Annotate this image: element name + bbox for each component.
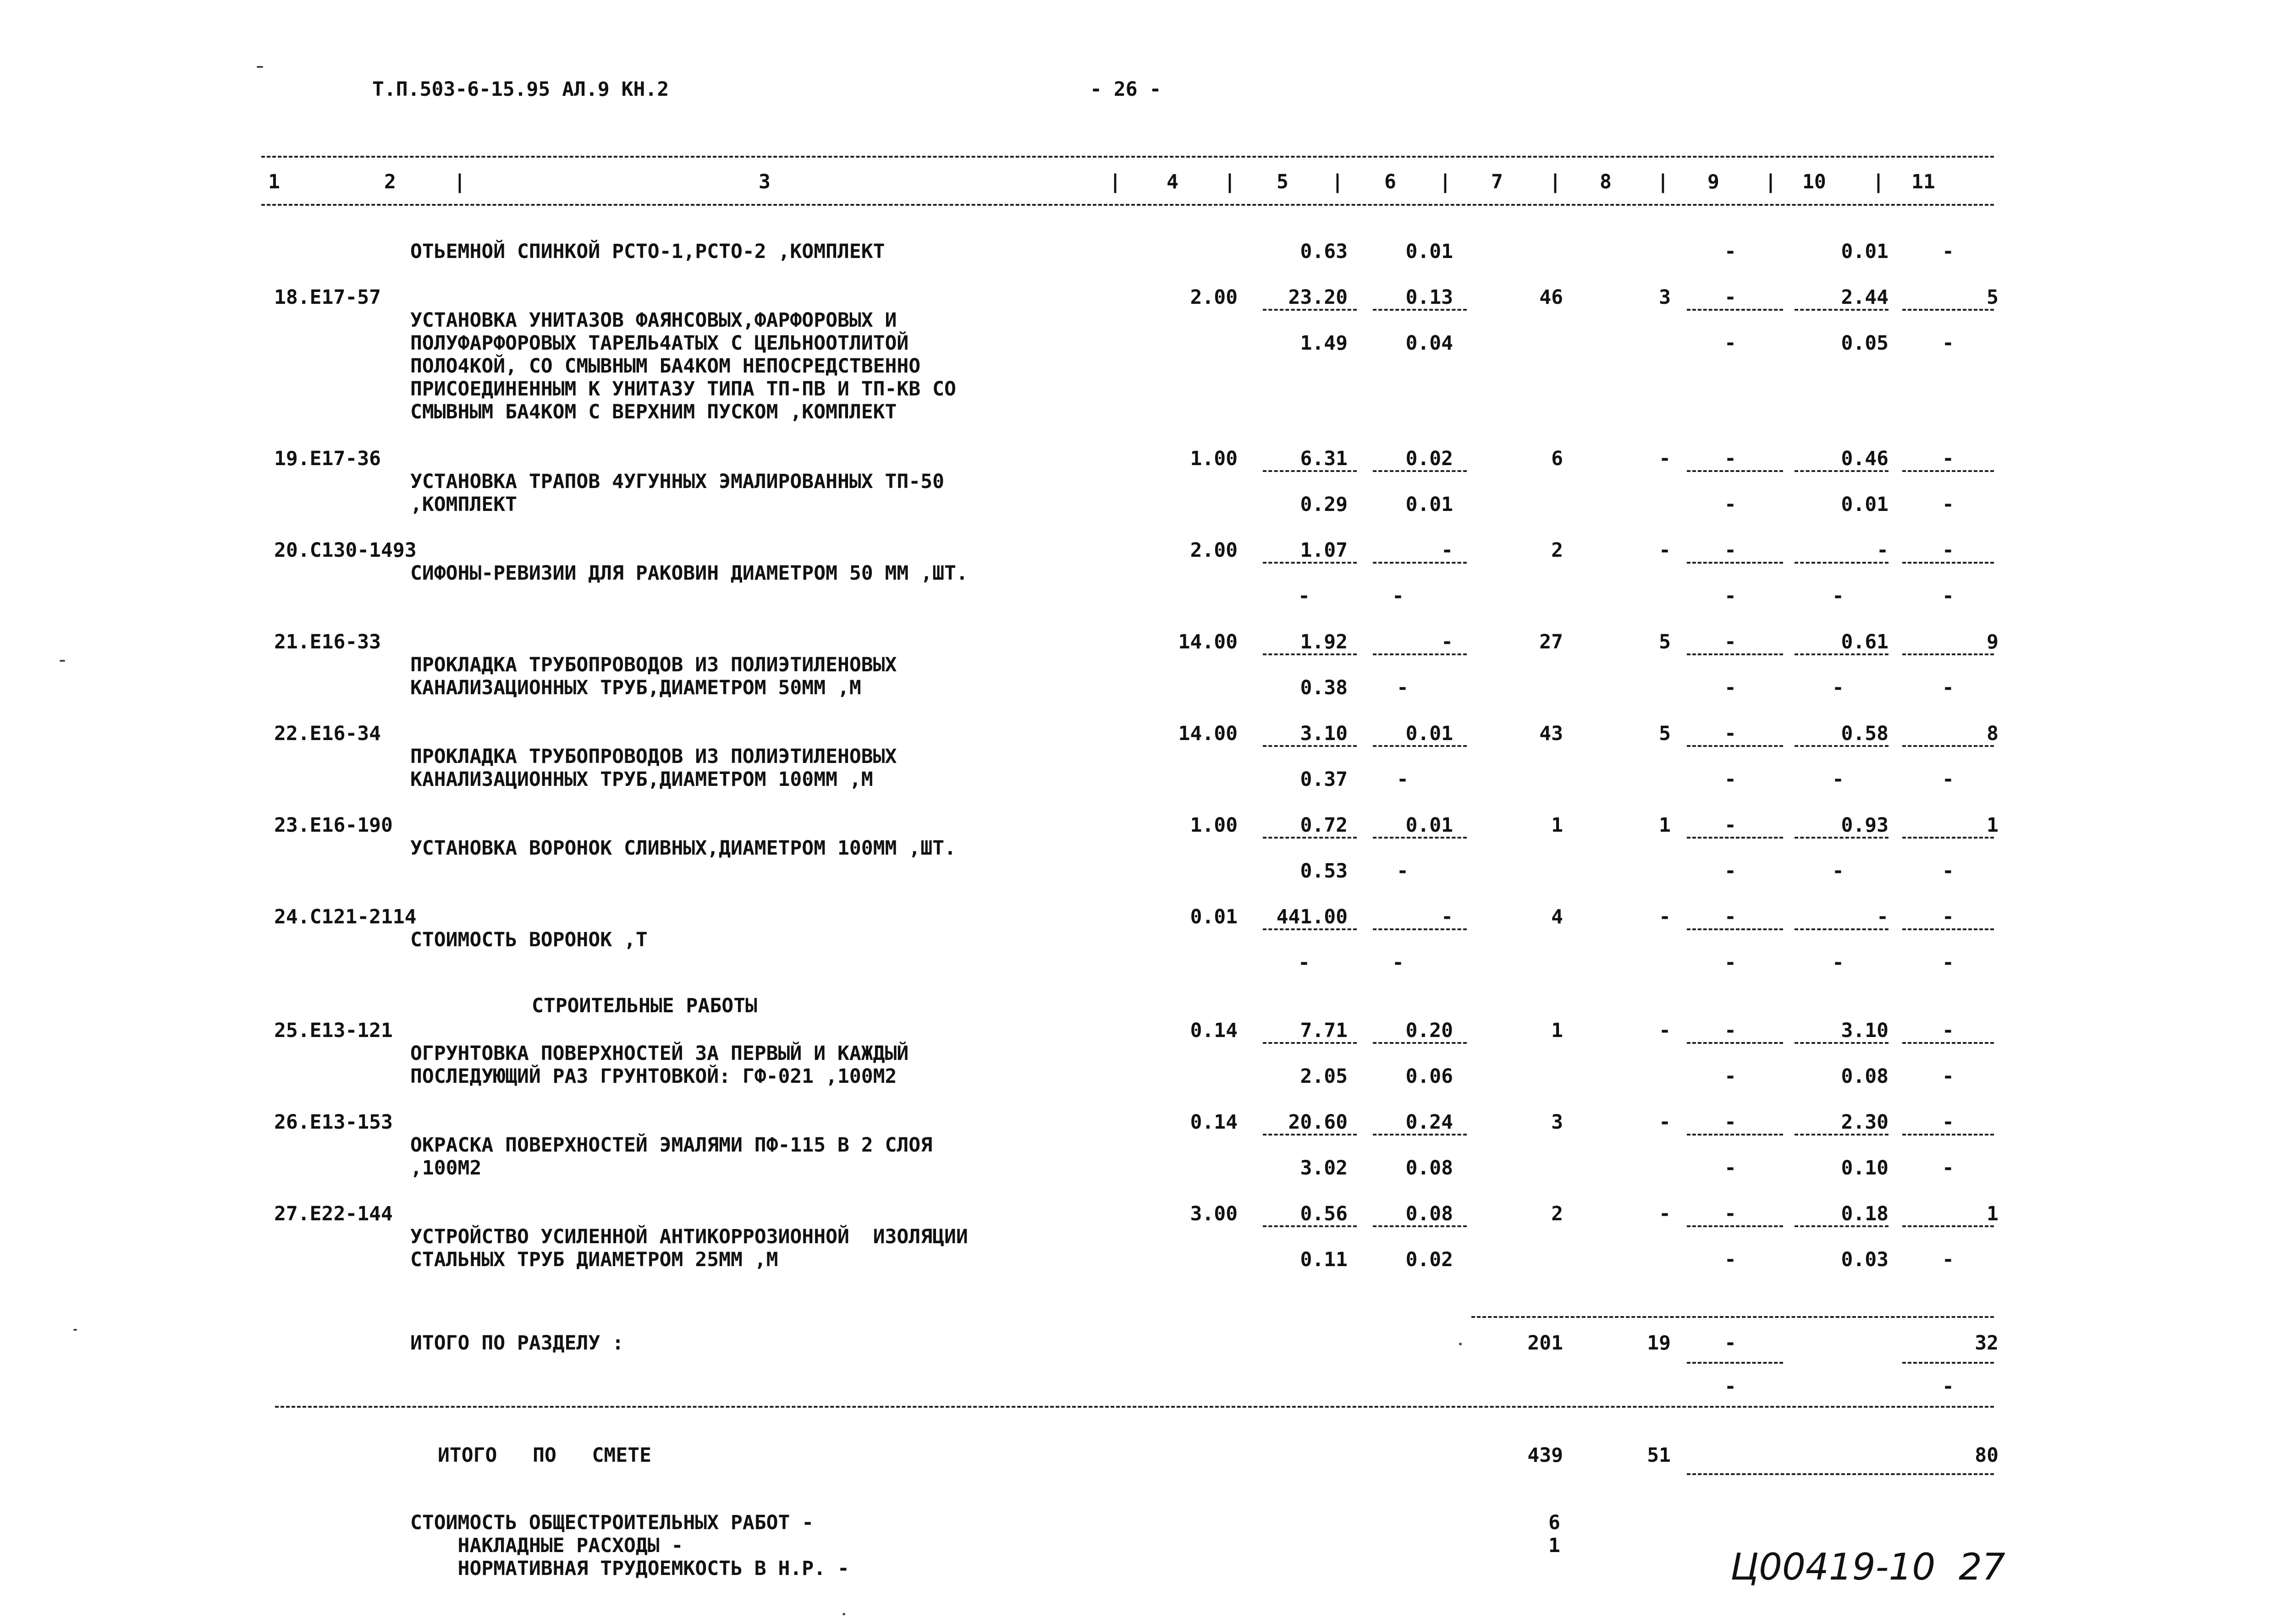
cell-secondary-col9: -: [1724, 676, 1736, 699]
work-description: СМЫВНЫМ БА4КОМ С ВЕРХНИМ ПУСКОМ ,КОМПЛЕКТ: [410, 401, 897, 423]
cell-divider: [1902, 309, 1994, 311]
cell-divider: [1902, 562, 1994, 564]
section-total-col7: 201: [1527, 1332, 1563, 1355]
cell-col7: 4: [1551, 905, 1563, 928]
cell-divider: [1263, 745, 1357, 747]
cell-secondary-col10: 0.10: [1841, 1157, 1889, 1180]
cell-secondary-col9: -: [1724, 860, 1736, 883]
cell-divider: [1795, 1225, 1889, 1227]
cell-divider: [1263, 1225, 1357, 1227]
cell-secondary-col6: 0.04: [1405, 332, 1453, 355]
cell-col7: 1: [1551, 814, 1563, 837]
section-end-rule: [275, 1406, 1994, 1408]
cell-col10: -: [1877, 905, 1889, 928]
cell-secondary-col11: -: [1942, 676, 1954, 699]
cell-secondary-col11: -: [1942, 332, 1954, 355]
item-code: 19.Е17-36: [274, 447, 381, 470]
cell-col4: 2.00: [1190, 539, 1238, 562]
scan-speck: [60, 660, 65, 662]
col-separator: |: [1109, 170, 1121, 193]
cell-secondary-col5: 1.49: [1300, 332, 1348, 355]
cell-col9: -: [1724, 240, 1736, 263]
cell-secondary-col9: -: [1724, 332, 1736, 355]
cell-secondary-col6: 0.08: [1405, 1157, 1453, 1180]
section-total-b9: -: [1724, 1375, 1736, 1398]
cell-col7: 1: [1551, 1019, 1563, 1042]
work-description: УСТАНОВКА ВОРОНОК СЛИВНЫХ,ДИАМЕТРОМ 100ММ ,ШТ.: [410, 837, 956, 860]
cell-col11: -: [1942, 1019, 1954, 1042]
cell-secondary-col6: -: [1392, 951, 1404, 974]
col-separator: |: [1872, 170, 1884, 193]
cell-col11: 9: [1987, 631, 1999, 653]
cell-divider: [1263, 928, 1357, 930]
cell-col11: 1: [1987, 814, 1999, 837]
work-description: ,КОМПЛЕКТ: [410, 493, 517, 516]
cell-col6: 0.01: [1405, 722, 1453, 745]
cell-divider: [1373, 562, 1467, 564]
cell-col5: 0.56: [1300, 1202, 1348, 1225]
col-header-10: 10: [1802, 170, 1826, 193]
cell-divider: [1687, 309, 1783, 311]
section-total-subrule: [1687, 1362, 1783, 1364]
cell-col10: 0.01: [1841, 240, 1889, 263]
cell-secondary-col11: -: [1942, 951, 1954, 974]
work-description: ,100М2: [410, 1157, 482, 1180]
page-number: - 26 -: [1090, 78, 1162, 101]
scan-speck: [73, 1329, 77, 1331]
item-code: 20.С130-1493: [274, 539, 417, 562]
cell-secondary-col5: 3.02: [1300, 1157, 1348, 1180]
estimate-total-col11: 80: [1975, 1444, 1999, 1467]
col-separator: |: [1765, 170, 1777, 193]
cell-col11: 1: [1987, 1202, 1999, 1225]
cell-col5: 0.63: [1300, 240, 1348, 263]
cell-divider: [1795, 1042, 1889, 1044]
cell-secondary-col11: -: [1942, 1157, 1954, 1180]
cell-col11: -: [1942, 1111, 1954, 1134]
estimate-total-label: ИТОГО ПО СМЕТЕ: [438, 1444, 651, 1467]
cell-col8: 3: [1659, 286, 1671, 309]
cell-col10: 3.10: [1841, 1019, 1889, 1042]
cell-secondary-col9: -: [1724, 585, 1736, 608]
cell-divider: [1263, 837, 1357, 839]
cell-col4: 14.00: [1178, 722, 1238, 745]
col-separator: |: [1657, 170, 1669, 193]
cell-divider: [1795, 745, 1889, 747]
summary-label: НОРМАТИВНАЯ ТРУДОЕМКОСТЬ В Н.Р. -: [410, 1557, 849, 1580]
item-code: 21.Е16-33: [274, 631, 381, 653]
work-description: КАНАЛИЗАЦИОННЫХ ТРУБ,ДИАМЕТРОМ 50ММ ,М: [410, 676, 861, 699]
cell-secondary-col6: -: [1392, 585, 1404, 608]
work-description: УСТАНОВКА УНИТАЗОВ ФАЯНСОВЫХ,ФАРФОРОВЫХ И: [410, 309, 897, 332]
cell-divider: [1373, 309, 1467, 311]
cell-divider: [1373, 1225, 1467, 1227]
cell-divider: [1687, 562, 1783, 564]
cell-divider: [1263, 309, 1357, 311]
cell-col10: -: [1877, 539, 1889, 562]
cell-divider: [1795, 653, 1889, 655]
item-code: 22.Е16-34: [274, 722, 381, 745]
item-code: 26.Е13-153: [274, 1111, 393, 1134]
cell-col9: -: [1724, 814, 1736, 837]
work-description: ПРОКЛАДКА ТРУБОПРОВОДОВ ИЗ ПОЛИЭТИЛЕНОВЫХ: [410, 653, 897, 676]
section-total-rule: [1471, 1316, 1994, 1318]
handwritten-note: Ц00419-10 27: [1730, 1546, 2005, 1588]
cell-divider: [1373, 928, 1467, 930]
cell-col6: 0.08: [1405, 1202, 1453, 1225]
cell-col10: 0.58: [1841, 722, 1889, 745]
cell-secondary-col11: -: [1942, 1248, 1954, 1271]
cell-col7: 6: [1551, 447, 1563, 470]
section-total-b11: -: [1942, 1375, 1954, 1398]
cell-col4: 2.00: [1190, 286, 1238, 309]
cell-secondary-col5: 0.11: [1300, 1248, 1348, 1271]
cell-col11: -: [1942, 539, 1954, 562]
cell-col8: -: [1659, 905, 1671, 928]
cell-divider: [1373, 745, 1467, 747]
cell-divider: [1373, 653, 1467, 655]
cell-secondary-col5: 0.38: [1300, 676, 1348, 699]
cell-divider: [1902, 928, 1994, 930]
cell-secondary-col10: -: [1832, 768, 1844, 791]
cell-col9: -: [1724, 286, 1736, 309]
cell-col5: 1.07: [1300, 539, 1348, 562]
cell-secondary-col11: -: [1942, 493, 1954, 516]
summary-value: 6: [1548, 1511, 1560, 1534]
work-description: ОКРАСКА ПОВЕРХНОСТЕЙ ЭМАЛЯМИ ПФ-115 В 2 СЛОЯ: [410, 1134, 933, 1157]
cell-secondary-col9: -: [1724, 768, 1736, 791]
cell-divider: [1795, 562, 1889, 564]
cell-col10: 2.30: [1841, 1111, 1889, 1134]
cell-col5: 23.20: [1288, 286, 1348, 309]
cell-secondary-col10: 0.03: [1841, 1248, 1889, 1271]
cell-col5: 3.10: [1300, 722, 1348, 745]
cell-divider: [1687, 1225, 1783, 1227]
cell-secondary-col11: -: [1942, 860, 1954, 883]
work-description: ОГРУНТОВКА ПОВЕРХНОСТЕЙ ЗА ПЕРВЫЙ И КАЖДЫЙ: [410, 1042, 909, 1065]
cell-col6: 0.01: [1405, 240, 1453, 263]
work-description: КАНАЛИЗАЦИОННЫХ ТРУБ,ДИАМЕТРОМ 100ММ ,М: [410, 768, 873, 791]
section-total-subrule: [1902, 1362, 1994, 1364]
cell-secondary-col10: -: [1832, 860, 1844, 883]
work-description: ПРОКЛАДКА ТРУБОПРОВОДОВ ИЗ ПОЛИЭТИЛЕНОВЫХ: [410, 745, 897, 768]
cell-secondary-col9: -: [1724, 1157, 1736, 1180]
summary-label: СТОИМОСТЬ ОБЩЕСТРОИТЕЛЬНЫХ РАБОТ -: [410, 1511, 814, 1534]
summary-value: 1: [1548, 1534, 1560, 1557]
cell-secondary-col5: 0.37: [1300, 768, 1348, 791]
section-total-col8: 19: [1647, 1332, 1671, 1355]
cell-divider: [1263, 470, 1357, 472]
item-code: 25.Е13-121: [274, 1019, 393, 1042]
cell-divider: [1263, 1042, 1357, 1044]
cell-divider: [1902, 1134, 1994, 1136]
cell-divider: [1795, 837, 1889, 839]
cell-col7: 27: [1539, 631, 1563, 653]
cell-secondary-col11: -: [1942, 768, 1954, 791]
cell-col6: -: [1441, 539, 1453, 562]
cell-secondary-col6: -: [1397, 676, 1409, 699]
work-description: СТОИМОСТЬ ВОРОНОК ,Т: [410, 928, 648, 951]
cell-col5: 1.92: [1300, 631, 1348, 653]
cell-divider: [1795, 928, 1889, 930]
cell-secondary-col11: -: [1942, 1065, 1954, 1088]
cell-divider: [1795, 1134, 1889, 1136]
col-separator: |: [1332, 170, 1343, 193]
cell-secondary-col9: -: [1724, 1065, 1736, 1088]
cell-col8: -: [1659, 447, 1671, 470]
cell-col5: 7.71: [1300, 1019, 1348, 1042]
cell-secondary-col5: 0.53: [1300, 860, 1348, 883]
col-header-3: 3: [759, 170, 771, 193]
cell-secondary-col10: 0.01: [1841, 493, 1889, 516]
document-reference: Т.П.503-6-15.95 АЛ.9 КН.2: [372, 78, 669, 101]
cell-secondary-col11: -: [1942, 585, 1954, 608]
cell-col8: 5: [1659, 631, 1671, 653]
section-total-label: ИТОГО ПО РАЗДЕЛУ :: [410, 1332, 624, 1355]
cell-col4: 3.00: [1190, 1202, 1238, 1225]
cell-divider: [1373, 1042, 1467, 1044]
section-heading: СТРОИТЕЛЬНЫЕ РАБОТЫ: [532, 994, 757, 1017]
cell-col8: 5: [1659, 722, 1671, 745]
cell-divider: [1902, 1042, 1994, 1044]
cell-col4: 1.00: [1190, 447, 1238, 470]
cell-col4: 14.00: [1178, 631, 1238, 653]
col-header-4: 4: [1167, 170, 1178, 193]
col-separator: |: [1439, 170, 1451, 193]
item-code: 24.С121-2114: [274, 905, 417, 928]
cell-col6: -: [1441, 631, 1453, 653]
col-separator: |: [454, 170, 466, 193]
cell-col8: 1: [1659, 814, 1671, 837]
cell-divider: [1902, 1225, 1994, 1227]
cell-divider: [1373, 1134, 1467, 1136]
cell-divider: [1687, 1042, 1783, 1044]
work-description: СИФОНЫ-РЕВИЗИИ ДЛЯ РАКОВИН ДИАМЕТРОМ 50 ММ ,ШТ.: [410, 562, 968, 585]
cell-secondary-col10: 0.08: [1841, 1065, 1889, 1088]
col-header-1: 1: [268, 170, 280, 193]
col-header-2: 2: [384, 170, 396, 193]
cell-col10: 0.93: [1841, 814, 1889, 837]
header-bottom-rule: [261, 204, 1994, 206]
col-header-9: 9: [1707, 170, 1719, 193]
work-description: ПОСЛЕДУЮЩИЙ РАЗ ГРУНТОВКОЙ: ГФ-021 ,100М2: [410, 1065, 897, 1088]
cell-col6: 0.01: [1405, 814, 1453, 837]
cell-col10: 0.61: [1841, 631, 1889, 653]
cell-col8: -: [1659, 1202, 1671, 1225]
cell-secondary-col6: -: [1397, 768, 1409, 791]
cell-divider: [1687, 928, 1783, 930]
cell-col9: -: [1724, 1202, 1736, 1225]
cell-secondary-col5: -: [1298, 585, 1310, 608]
cell-secondary-col6: 0.06: [1405, 1065, 1453, 1088]
cell-col4: 0.14: [1190, 1019, 1238, 1042]
col-separator: |: [1549, 170, 1561, 193]
cell-secondary-col6: 0.01: [1405, 493, 1453, 516]
work-description: ПРИСОЕДИНЕННЫМ К УНИТАЗУ ТИПА ТП-ПВ И ТП-КВ СО: [410, 378, 956, 401]
cell-col7: 43: [1539, 722, 1563, 745]
section-total-col11: 32: [1975, 1332, 1999, 1355]
item-code: 23.Е16-190: [274, 814, 393, 837]
cell-col9: -: [1724, 1111, 1736, 1134]
header-top-rule: [261, 156, 1994, 158]
work-description: ОТЬЕМНОЙ СПИНКОЙ РСТО-1,РСТО-2 ,КОМПЛЕКТ: [410, 240, 885, 263]
cell-col4: 1.00: [1190, 814, 1238, 837]
cell-col6: 0.20: [1405, 1019, 1453, 1042]
cell-col7: 3: [1551, 1111, 1563, 1134]
cell-col9: -: [1724, 539, 1736, 562]
cell-col8: -: [1659, 1019, 1671, 1042]
cell-divider: [1902, 470, 1994, 472]
cell-secondary-col10: -: [1832, 585, 1844, 608]
col-header-11: 11: [1911, 170, 1935, 193]
estimate-total-col8: 51: [1647, 1444, 1671, 1467]
cell-col11: -: [1942, 447, 1954, 470]
col-header-6: 6: [1384, 170, 1396, 193]
item-code: 27.Е22-144: [274, 1202, 393, 1225]
cell-col6: 0.13: [1405, 286, 1453, 309]
col-header-5: 5: [1277, 170, 1288, 193]
cell-col11: 5: [1987, 286, 1999, 309]
cell-divider: [1902, 837, 1994, 839]
cell-col5: 441.00: [1276, 905, 1348, 928]
work-description: УСТРОЙСТВО УСИЛЕННОЙ АНТИКОРРОЗИОННОЙ ИЗОЛЯЦИИ: [410, 1225, 968, 1248]
cell-col10: 0.18: [1841, 1202, 1889, 1225]
cell-divider: [1263, 1134, 1357, 1136]
section-total-col9: -: [1724, 1332, 1736, 1355]
cell-col11: -: [1942, 240, 1954, 263]
cell-secondary-col6: 0.02: [1405, 1248, 1453, 1271]
cell-divider: [1795, 470, 1889, 472]
cell-secondary-col10: 0.05: [1841, 332, 1889, 355]
cell-divider: [1373, 837, 1467, 839]
cell-col6: -: [1441, 905, 1453, 928]
scan-speck: [257, 66, 263, 68]
work-description: УСТАНОВКА ТРАПОВ 4УГУННЫХ ЭМАЛИРОВАННЫХ ТП-50: [410, 470, 944, 493]
work-description: ПОЛУФАРФОРОВЫХ ТАРЕЛЬ4АТЫХ С ЦЕЛЬНООТЛИТОЙ: [410, 332, 909, 355]
cell-divider: [1902, 653, 1994, 655]
item-code: 18.Е17-57: [274, 286, 381, 309]
scan-speck: [842, 1613, 845, 1615]
cell-col10: 2.44: [1841, 286, 1889, 309]
cell-col4: 0.14: [1190, 1111, 1238, 1134]
work-description: СТАЛЬНЫХ ТРУБ ДИАМЕТРОМ 25ММ ,М: [410, 1248, 778, 1271]
cell-secondary-col9: -: [1724, 951, 1736, 974]
cell-col8: -: [1659, 539, 1671, 562]
cell-divider: [1687, 470, 1783, 472]
cell-divider: [1263, 562, 1357, 564]
work-description: ПОЛО4КОЙ, СО СМЫВНЫМ БА4КОМ НЕПОСРЕДСТВЕННО: [410, 355, 921, 378]
cell-col11: 8: [1987, 722, 1999, 745]
cell-secondary-col5: 0.29: [1300, 493, 1348, 516]
cell-secondary-col9: -: [1724, 493, 1736, 516]
cell-col11: -: [1942, 905, 1954, 928]
summary-label: НАКЛАДНЫЕ РАСХОДЫ -: [410, 1534, 683, 1557]
cell-divider: [1687, 1134, 1783, 1136]
col-header-8: 8: [1600, 170, 1612, 193]
estimate-total-subrule: [1687, 1473, 1994, 1475]
cell-col9: -: [1724, 905, 1736, 928]
cell-col7: 2: [1551, 1202, 1563, 1225]
cell-divider: [1687, 745, 1783, 747]
col-separator: |: [1224, 170, 1236, 193]
cell-col5: 20.60: [1288, 1111, 1348, 1134]
cell-col4: 0.01: [1190, 905, 1238, 928]
cell-col6: 0.24: [1405, 1111, 1453, 1134]
cell-divider: [1263, 653, 1357, 655]
cell-divider: [1795, 309, 1889, 311]
cell-divider: [1687, 653, 1783, 655]
cell-secondary-col5: -: [1298, 951, 1310, 974]
cell-secondary-col10: -: [1832, 676, 1844, 699]
cell-divider: [1902, 745, 1994, 747]
cell-col9: -: [1724, 1019, 1736, 1042]
cell-secondary-col5: 2.05: [1300, 1065, 1348, 1088]
cell-col9: -: [1724, 631, 1736, 653]
cell-divider: [1373, 470, 1467, 472]
cell-col5: 6.31: [1300, 447, 1348, 470]
cell-secondary-col9: -: [1724, 1248, 1736, 1271]
cell-divider: [1687, 837, 1783, 839]
cell-col9: -: [1724, 447, 1736, 470]
cell-col5: 0.72: [1300, 814, 1348, 837]
cell-secondary-col6: -: [1397, 860, 1409, 883]
estimate-total-col7: 439: [1527, 1444, 1563, 1467]
cell-col8: -: [1659, 1111, 1671, 1134]
col-header-7: 7: [1491, 170, 1503, 193]
cell-col10: 0.46: [1841, 447, 1889, 470]
cell-col9: -: [1724, 722, 1736, 745]
cell-col7: 2: [1551, 539, 1563, 562]
cell-secondary-col10: -: [1832, 951, 1844, 974]
cell-col7: 46: [1539, 286, 1563, 309]
cell-col6: 0.02: [1405, 447, 1453, 470]
